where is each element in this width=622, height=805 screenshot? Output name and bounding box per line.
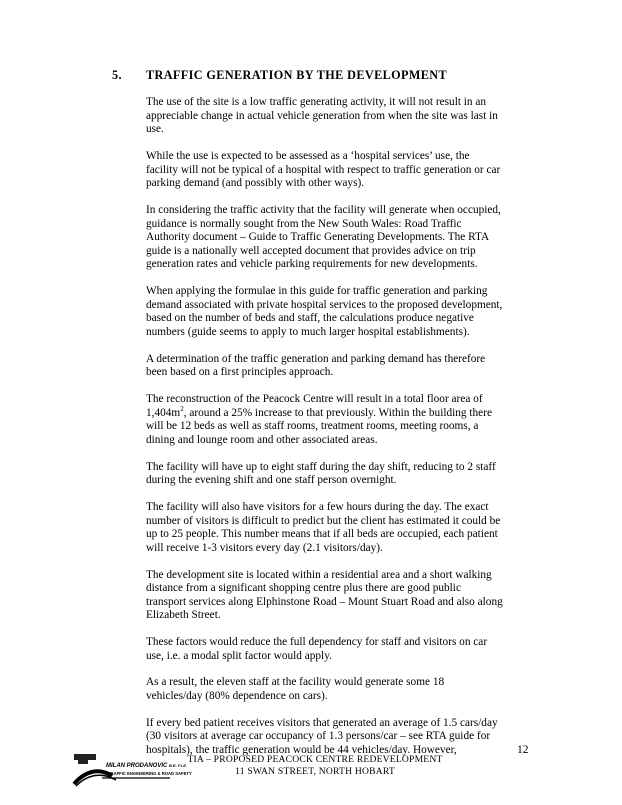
paragraph-6 [146,393,522,447]
section-number: 5. [112,68,122,82]
page-number: 12 [517,744,529,756]
text-line: hospitals), the traffic generation would be 44 vehicles/day. However, [146,744,457,757]
text-line: transport services along Elphinstone Road – Mount Stuart Road and also along [146,595,503,608]
text-line: The facility will also have visitors for a few hours during the day. The exact [146,500,489,513]
floor-area-rest: , around a 25% increase to that previously. Within the building there [183,406,492,419]
section-heading [112,68,447,83]
paragraph-3 [146,204,522,272]
page-footer [180,754,450,777]
body-text [146,96,522,771]
paragraph-11 [146,676,522,703]
text-line: In considering the traffic activity that the facility will generate when occupied, [146,203,501,216]
logo-name-text: MILAN PRODANOVIC [106,763,168,769]
text-line: The development site is located within a residential area and a short walking [146,568,492,581]
text-line: use. [146,123,164,136]
text-line: been based on a first principles approach. [146,366,334,379]
text-line: vehicles/day (80% dependence on cars). [146,690,328,703]
paragraph-10 [146,636,522,663]
paragraph-8 [146,501,522,555]
paragraph-5 [146,353,522,380]
company-logo [72,752,192,788]
paragraph-4 [146,285,522,339]
text-line: When applying the formulae in this guide for traffic generation and parking [146,285,488,298]
paragraph-1 [146,96,522,137]
text-line: based on the number of beds and staff, the calculations produce negative [146,312,474,325]
paragraph-7 [146,461,522,488]
text-line: guidance is normally sought from the New South Wales: Road Traffic [146,217,462,230]
text-line: While the use is expected to be assessed as a ‘hospital services’ use, the [146,149,470,162]
text-line: dining and lounge room and other associated areas. [146,433,378,446]
text-line: The facility will have up to eight staff during the day shift, reducing to 2 staff [146,460,496,473]
logo-tagline: TRAFFIC ENGINEERING & ROAD SAFETY [108,771,192,776]
floor-area-superscript: 2 [180,404,184,413]
text-line: parking demand (and possibly with other ways). [146,177,365,190]
text-line: numbers (guide seems to apply to much larger hospital establishments). [146,325,470,338]
footer-line-2: 11 SWAN STREET, NORTH HOBART [235,765,395,777]
section-title: TRAFFIC GENERATION BY THE DEVELOPMENT [146,68,448,82]
text-line: number of visitors is difficult to predict but the client has estimated it could be [146,514,501,527]
text-line: generation rates and vehicle parking requirements for new developments. [146,258,478,271]
text-line: A determination of the traffic generation and parking demand has therefore [146,352,486,365]
text-line: The reconstruction of the Peacock Centre will result in a total floor area of [146,393,483,406]
logo-name [106,763,187,769]
paragraph-9 [146,569,522,623]
paragraph-12 [146,717,522,758]
text-line: demand associated with private hospital services to the proposed development, [146,298,503,311]
text-line: distance from a significant shopping centre plus there are good public [146,582,461,595]
text-line: (30 visitors at average car occupancy of 1.3 persons/car – see RTA guide for [146,730,491,743]
text-line: Authority document – Guide to Traffic Generating Developments. The RTA [146,231,490,244]
text-line: These factors would reduce the full dependency for staff and visitors on car [146,636,488,649]
text-line: guide is a nationally well accepted document that provides advice on trip [146,244,476,257]
text-line: up to 25 people. This number means that if all beds are occupied, each patient [146,528,498,541]
text-line: As a result, the eleven staff at the facility would generate some 18 [146,676,445,689]
text-line: If every bed patient receives visitors that generated an average of 1.5 cars/day [146,716,498,729]
text-line [146,404,522,421]
footer-line-1: TIA – PROPOSED PEACOCK CENTRE REDEVELOPMENT [187,754,443,765]
paragraph-2 [146,150,522,191]
road-logo-icon [72,752,172,788]
text-line: will receive 1-3 visitors every day (2.1 visitors/day). [146,541,383,554]
text-line: The use of the site is a low traffic generating activity, it will not result in an [146,96,487,108]
text-line: will be 12 beds as well as staff rooms, treatment rooms, meeting rooms, a [146,420,479,433]
logo-suffix: B.E. F.I.E. [169,763,188,768]
text-line: during the evening shift and one staff person overnight. [146,474,397,487]
text-line: use, i.e. a modal split factor would apply. [146,649,332,662]
text-line: appreciable change in actual vehicle generation from when the site was last in [146,109,498,122]
text-line: Elizabeth Street. [146,609,221,622]
text-line: facility will not be typical of a hospital with respect to traffic generation or car [146,163,501,176]
floor-area-value: 1,404m [146,406,181,419]
